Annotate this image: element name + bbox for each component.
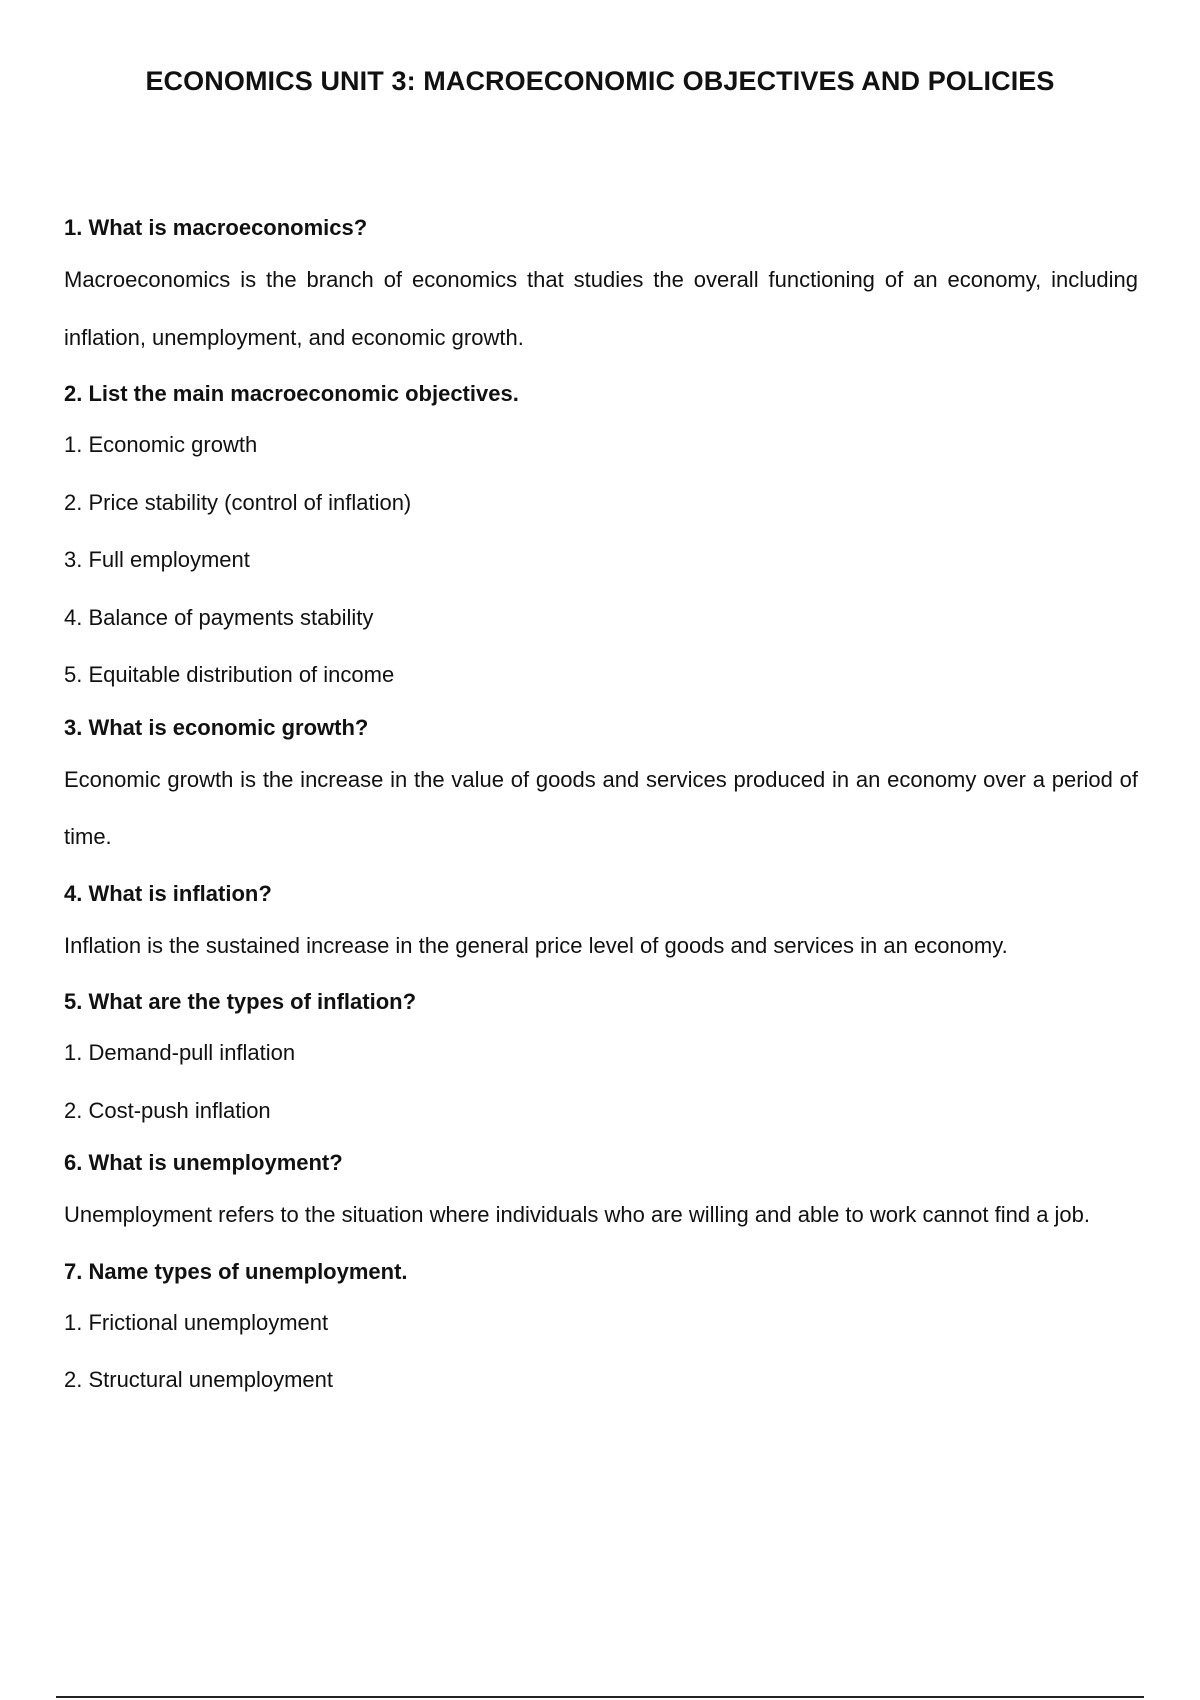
list-item: 2. Structural unemployment (64, 1367, 334, 1392)
section-4 (64, 876, 1138, 985)
question-heading: 5. What are the types of inflation? (64, 989, 417, 1014)
list-item: 4. Balance of payments stability (64, 604, 374, 630)
page-title: ECONOMICS UNIT 3: MACROECONOMIC OBJECTIVES AND POLICIES (145, 66, 1055, 96)
question-heading: 1. What is macroeconomics? (64, 215, 368, 240)
inflation-types-list (64, 1024, 1138, 1139)
answer-paragraph: Macroeconomics is the branch of economics that studies the overall functioning of an economy, including inflation, unemployment, and economic growth. (64, 267, 1138, 350)
list-item: 1. Demand-pull inflation (64, 1040, 296, 1065)
list-item: 3. Full employment (64, 547, 250, 572)
objectives-list (64, 416, 1138, 704)
list-item: 1. Frictional unemployment (64, 1309, 329, 1335)
list-item: 2. Cost-push inflation (64, 1097, 271, 1123)
list-item: 2. Price stability (control of inflation) (64, 489, 412, 515)
unemployment-types-list (64, 1294, 1138, 1409)
question-heading: 7. Name types of unemployment. (64, 1258, 408, 1284)
question-heading: 4. What is inflation? (64, 880, 272, 906)
section-3 (64, 710, 1138, 876)
question-heading: 3. What is economic growth? (64, 714, 369, 740)
question-heading: 2. List the main macroeconomic objectives. (64, 381, 519, 406)
section-1 (64, 210, 1138, 376)
list-item: 1. Economic growth (64, 432, 258, 457)
qa-content (64, 210, 1138, 1409)
answer-paragraph: Unemployment refers to the situation where individuals who are willing and able to work cannot find a job. (64, 1202, 1091, 1227)
answer-paragraph: Economic growth is the increase in the value of goods and services produced in an economy over a period of time. (64, 766, 1138, 849)
answer-paragraph: Inflation is the sustained increase in the general price level of goods and services in an economy. (64, 932, 1008, 958)
section-5 (64, 984, 1138, 1145)
question-heading: 6. What is unemployment? (64, 1150, 343, 1175)
section-7 (64, 1254, 1138, 1409)
bottom-divider (56, 1696, 1144, 1698)
section-6 (64, 1145, 1138, 1254)
list-item: 5. Equitable distribution of income (64, 662, 395, 687)
section-2 (64, 376, 1138, 710)
